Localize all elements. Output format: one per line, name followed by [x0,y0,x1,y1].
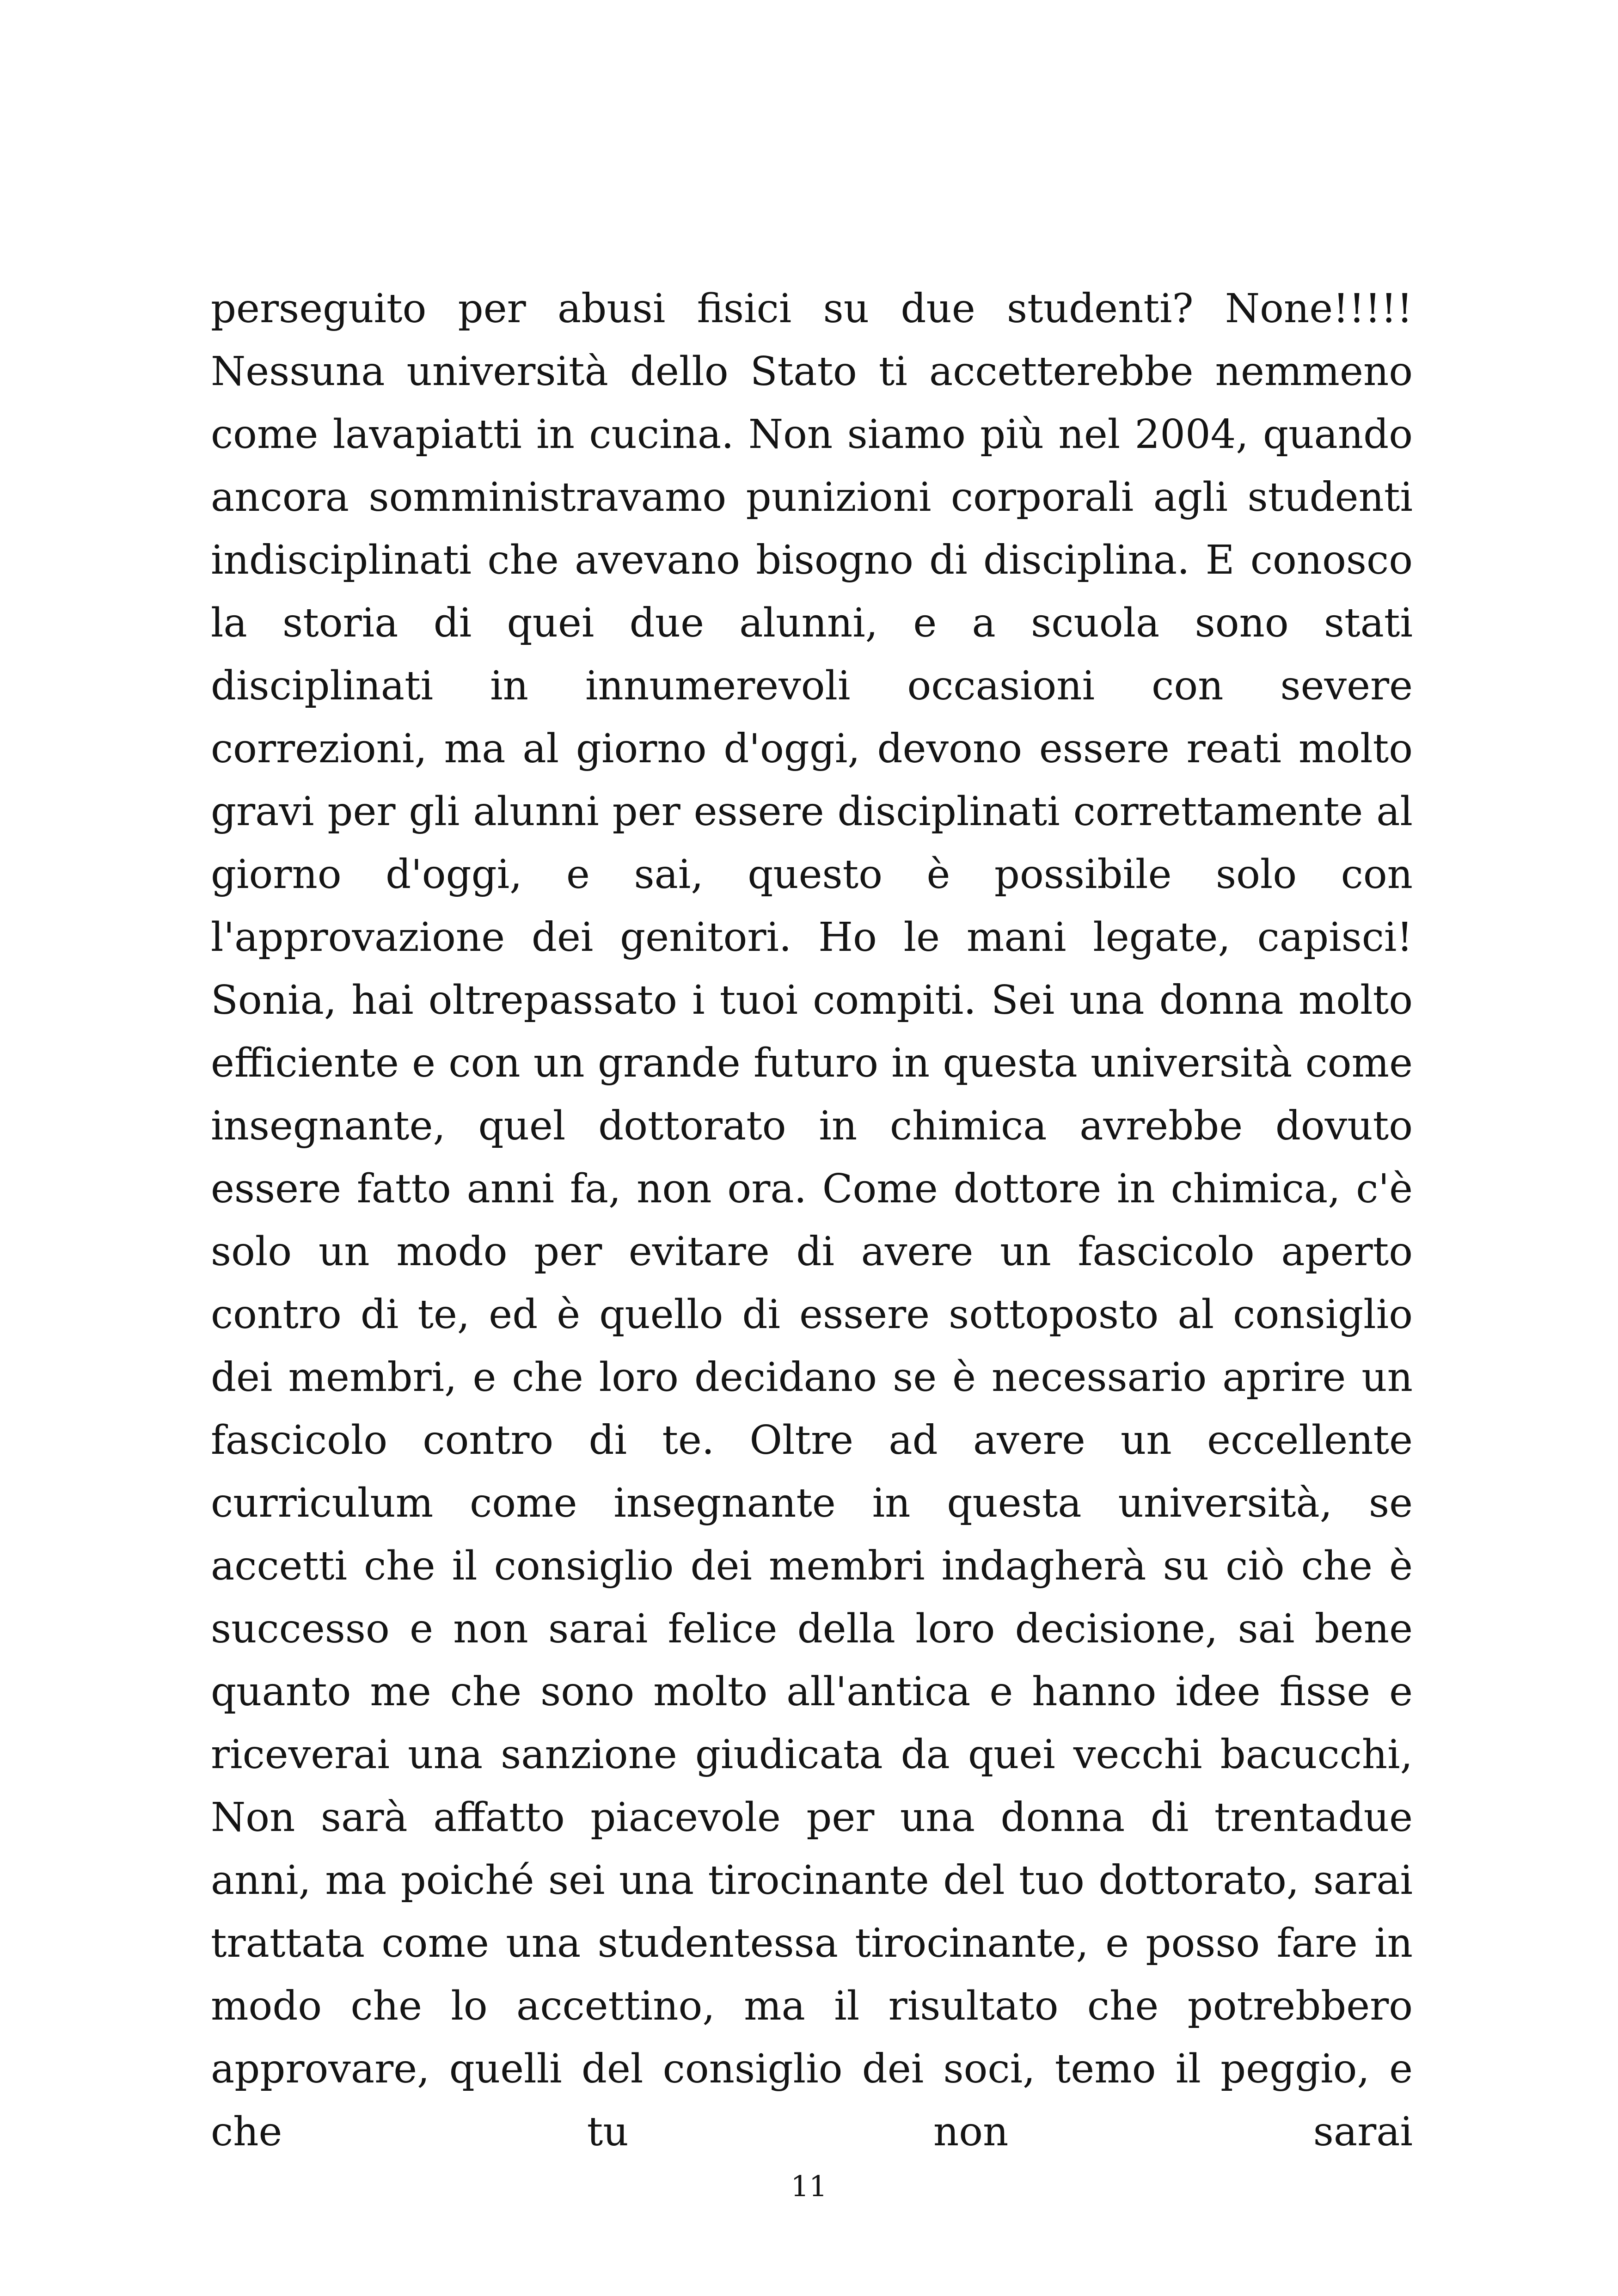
page-number: 11 [791,2169,827,2203]
body-paragraph: perseguito per abusi fisici su due studenti? None!!!!! Nessuna università dello Stato ti accetterebbe nemmeno come lavapiatti in cucina. Non siamo più nel 2004, quando ancora somministravamo punizioni corporali agli studenti indisciplinati che avevano bisogno di disciplina. E conosco la storia di quei due alunni, e a scuola sono stati disciplinati in innumerevoli occasioni con severe correzioni, ma al giorno d'oggi, devono essere reati molto gravi per gli alunni per essere disciplinati correttamente al giorno d'oggi, e sai, questo è possibile solo con l'approvazione dei genitori. Ho le mani legate, capisci! Sonia, hai oltrepassato i tuoi compiti. Sei una donna molto efficiente e con un grande futuro in questa università come insegnante, quel dottorato in chimica avrebbe dovuto essere fatto anni fa, non ora. Come dottore in chimica, c'è solo un modo per evitare di avere un fascicolo aperto contro di te, ed è quello di essere sottoposto al consiglio dei membri, e che loro decidano se è necessario aprire un fascicolo contro di te. Oltre ad avere un eccellente curriculum come insegnante in questa università, se accetti che il consiglio dei membri indagherà su ciò che è successo e non sarai felice della loro decisione, sai bene quanto me che sono molto all'antica e hanno idee fisse e riceverai una sanzione giudicata da quei vecchi bacucchi, Non sarà affatto piacevole per una donna di trentadue anni, ma poiché sei una tirocinante del tuo dottorato, sarai trattata come una studentessa tirocinante, e posso fare in modo che lo accettino, ma il risultato che potrebbero approvare, quelli del consiglio dei soci, temo il peggio, e che tu non sarai [211,286,1413,2155]
